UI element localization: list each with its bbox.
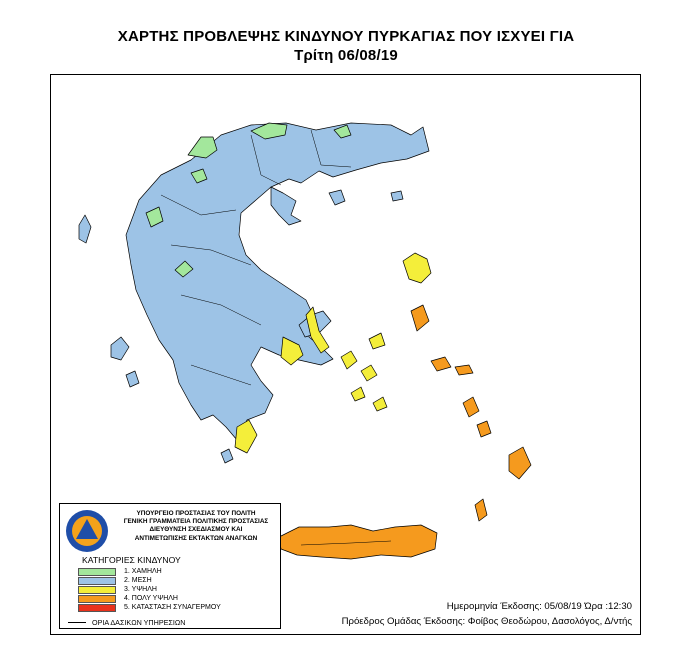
chios-island (411, 305, 429, 331)
samothraki-island (391, 191, 403, 201)
legend-box (59, 503, 281, 629)
swatch-high (78, 586, 116, 594)
legend-label: 3. ΥΨΗΛΗ (124, 586, 157, 593)
ikaria-island (455, 365, 473, 375)
issue-chair-line: Πρόεδρος Ομάδας Έκδοσης: Φοίβος Θεοδώρου, Δασολόγος, Δ/ντής (341, 616, 632, 627)
kythira-island (221, 449, 233, 463)
swatch-medium (78, 577, 116, 585)
legend-item-low (78, 568, 278, 577)
legend-label: 5. ΚΑΤΑΣΤΑΣΗ ΣΥΝΑΓΕΡΜΟΥ (124, 604, 221, 611)
civil-protection-emblem (65, 509, 109, 553)
forest-service-borders-key (68, 618, 278, 627)
crete-island (279, 525, 437, 559)
agency-text (114, 510, 278, 543)
samos-island (431, 357, 451, 371)
dodecanese-2 (477, 421, 491, 437)
high-risk-skyros (369, 333, 385, 349)
karpathos-island (475, 499, 487, 521)
zakynthos-island (126, 371, 139, 387)
agency-line: ΥΠΟΥΡΓΕΙΟ ΠΡΟΣΤΑΣΙΑΣ ΤΟΥ ΠΟΛΙΤΗ (136, 510, 256, 517)
dodecanese-1 (463, 397, 479, 417)
legend-label: 4. ΠΟΛΥ ΥΨΗΛΗ (124, 595, 178, 602)
legend-item-medium (78, 577, 278, 586)
swatch-very-high (78, 595, 116, 603)
high-risk-cyclades-2 (361, 365, 377, 381)
legend-item-very-high (78, 595, 278, 604)
corfu-island (79, 215, 91, 243)
high-risk-cyclades-4 (373, 397, 387, 411)
map-frame (50, 74, 641, 635)
high-risk-cyclades-3 (351, 387, 365, 401)
legend-item-alarm (78, 604, 278, 613)
map-date: Τρίτη 06/08/19 (294, 47, 398, 64)
agency-line: ΓΕΝΙΚΗ ΓΡΑΜΜΑΤΕΙΑ ΠΟΛΙΤΙΚΗΣ ΠΡΟΣΤΑΣΙΑΣ (123, 518, 269, 526)
swatch-low (78, 568, 116, 576)
lesvos-island (403, 253, 431, 283)
legend-label: 1. ΧΑΜΗΛΗ (124, 568, 162, 575)
border-label: ΟΡΙΑ ΔΑΣΙΚΩΝ ΥΠΗΡΕΣΙΩΝ (92, 618, 186, 627)
swatch-alarm (78, 604, 116, 612)
risk-categories-title: ΚΑΤΗΓΟΡΙΕΣ ΚΙΝΔΥΝΟΥ (82, 555, 181, 565)
rhodes-island (509, 447, 531, 479)
agency-line: ΔΙΕΥΘΥΝΣΗ ΣΧΕΔΙΑΣΜΟΥ ΚΑΙ (149, 526, 243, 534)
legend-label: 2. ΜΕΣΗ (124, 577, 152, 584)
legend-item-high (78, 586, 278, 595)
issue-date-line: Ημερομηνία Έκδοσης: 05/08/19 Ώρα :12:30 (446, 601, 632, 612)
map-title: ΧΑΡΤΗΣ ΠΡΟΒΛΕΨΗΣ ΚΙΝΔΥΝΟΥ ΠΥΡΚΑΓΙΑΣ ΠΟΥ ΙΣΧΥΕΙ ΓΙΑ (117, 28, 575, 45)
high-risk-cyclades-1 (341, 351, 357, 369)
mainland-region (126, 123, 429, 440)
chalkidiki-region (271, 187, 301, 225)
agency-line: ΑΝΤΙΜΕΤΩΠΙΣΗΣ ΕΚΤΑΚΤΩΝ ΑΝΑΓΚΩΝ (134, 534, 258, 542)
border-line-symbol (68, 622, 86, 623)
thasos-island (329, 190, 345, 205)
kefalonia-island (111, 337, 129, 360)
